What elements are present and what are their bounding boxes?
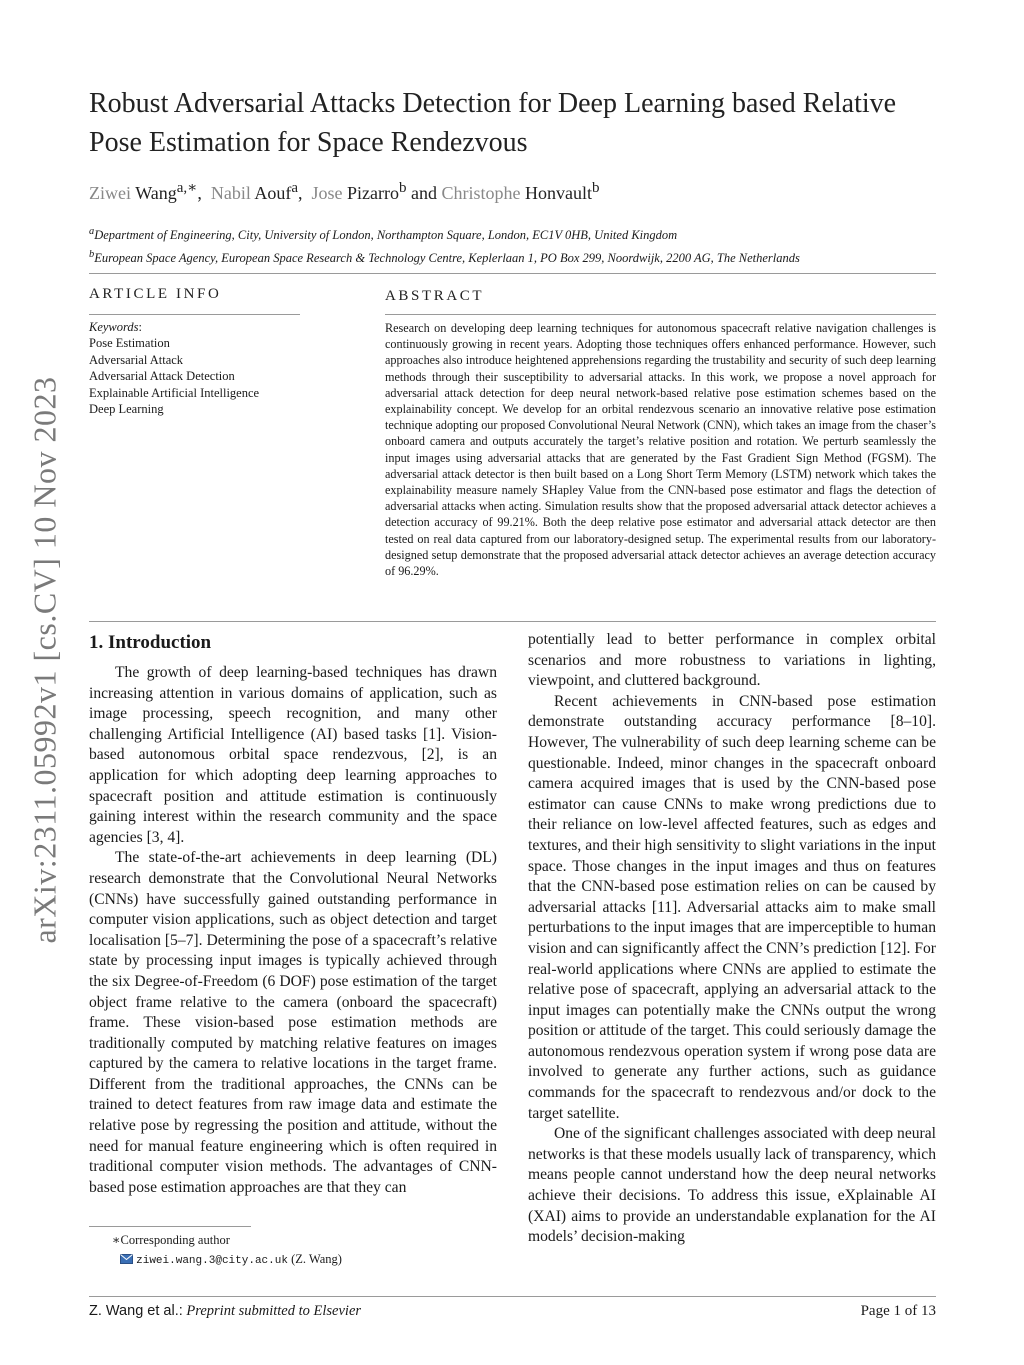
footer-running-head (89, 1303, 361, 1320)
section-heading-introduction: 1. Introduction (89, 632, 212, 653)
paper-title: Robust Adversarial Attacks Detection for Deep Learning based Relative Pose Estimation for Space Rendezvous (89, 88, 897, 158)
keyword-item: Explainable Artificial Intelligence (89, 385, 260, 400)
keyword-item: Deep Learning (89, 402, 164, 417)
author-conjunction: and (411, 183, 438, 203)
keyword-item: Adversarial Attack (89, 352, 184, 367)
affiliation-a: $^a$Department of Engineering, City, University of London, Northampton Square, London, EC1V 0HB, United Kingdom (89, 226, 678, 243)
footer-authors: Z. Wang et al.: (89, 1303, 183, 1319)
author-email-link[interactable]: ziwei.wang.3@city.ac.uk (136, 1255, 288, 1267)
article-info-heading: ARTICLE INFO (89, 286, 222, 302)
article-info-divider (89, 314, 300, 315)
author-4[interactable]: Christophe Honvault$^b$ (441, 180, 600, 203)
page-number: Page 1 of 13 (860, 1303, 936, 1319)
body-column-left (89, 663, 497, 1198)
footer-status: Preprint submitted to Elsevier (186, 1303, 362, 1319)
body-column-right (528, 630, 936, 1248)
email-icon (120, 1251, 133, 1270)
author-list: Ziwei Wang$^{a,∗}$, Nabil Aouf$^a$, Jose Pizarro$^b$ and Christophe Honvault$^b$ (89, 180, 600, 203)
email-owner: (Z. Wang) (291, 1252, 342, 1266)
footnote-divider (89, 1226, 251, 1227)
footer-divider (89, 1296, 936, 1297)
body-paragraph: The state-of-the-art achievements in deep learning (DL) research demonstrate that the Convolutional Neural Networks (CNNs) have successfully gained outstanding performance in computer vision applications, such as object detection and target localisation [5–7]. Determining the pose of a spacecraft’s relative state by processing input images is typically achieved through the six Degree-of-Freedom (6 DOF) pose estimation of the target object frame relative to the camera (onboard the spacecraft) frame. These vision-based pose estimation methods are traditionally computed by matching relative features on images captured by the camera to relative locations in the target frame. Different from the traditional approaches, the CNNs can be trained to detect features from raw image data and estimate the relative pose by regressing the position and attitude, without the need for manual feature engineering which is often required in traditional computer vision methods. The advantages of CNN-based pose estimation approaches are that they can (89, 849, 497, 1196)
affiliations (89, 222, 969, 268)
footnote (112, 1231, 342, 1271)
author-1[interactable]: Ziwei Wang$^{a,∗}$ (89, 180, 198, 203)
body-paragraph: potentially lead to better performance in complex orbital scenarios and more robustness to variations in lighting, viewpoint, and cluttered background. (528, 631, 936, 690)
abstract-text: Research on developing deep learning techniques for autonomous spacecraft relative navigation challenges is continuously growing in recent years. Adopting those techniques offers enhanced performance. However, such approaches also introduce heightened apprehensions regarding the trustability and security of such deep learning methods through their susceptibility to adversarial attacks. In this work, we propose a novel approach for adversarial attack detection for deep neural network-based relative pose estimation schemes based on the explainability concept. We develop for an orbital rendezvous scenario an innovative relative pose estimation technique adopting our proposed Convolutional Neural Network (CNN), which takes an image from the chaser’s onboard camera and outputs accurately the target’s relative position and rotation. We perturb seamlessly the input images using adversarial attacks that are generated by the Fast Gradient Sign Method (FGSM). The adversarial attack detector is then built based on a Long Short Term Memory (LSTM) network which takes the explainability measure namely SHapley Value from the CNN-based pose estimator and flags the detection of adversarial attacks when acting. Simulation results show that the proposed adversarial attack detector achieves a detection accuracy of 99.21%. Both the deep relative pose estimator and adversarial attack detector are then tested on real data captured from our laboratory-designed setup. The experimental results from our laboratory-designed setup demonstrate that the proposed adversarial attack detector achieves an average detection accuracy of 96.29%. (385, 321, 936, 579)
keyword-item: Adversarial Attack Detection (89, 369, 235, 384)
header-divider (89, 273, 936, 274)
abstract-divider (385, 314, 936, 315)
author-3[interactable]: Jose Pizarro$^b$ (311, 180, 407, 203)
author-2[interactable]: Nabil Aouf$^a$ (210, 180, 299, 203)
arxiv-identifier-text: arXiv:2311.05992v1 [cs.CV] 10 Nov 2023 (26, 376, 63, 944)
keyword-item: Pose Estimation (89, 336, 170, 351)
body-paragraph: One of the significant challenges associated with deep neural networks is that these models usually lack of transparency, which means people cannot understand how the deep neural networks achieve their decisions. To address this issue, eXplainable AI (XAI) aims to provide an understandable explanation for the AI models’ decision-making (528, 1125, 936, 1246)
body-paragraph: Recent achievements in CNN-based pose estimation demonstrate outstanding accuracy performance [8–10]. However, The vulnerability of such deep learning scheme can be questionable. Indeed, minor changes in the spacecraft onboard camera acquired images that is used by the CNN-based pose estimator can cause CNNs to make wrong predictions due to their reliance on low-level affected features, such as edges and textures, and their high sensitivity to slight variations in the input space. Those changes in the input images and thus on features that the CNN-based pose estimation relies on can be caused by adversarial attacks [11]. Adversarial attacks aim to make small perturbations to the input images that are imperceptible to human vision and can significantly affect the CNN’s prediction [12]. For real-world applications where CNNs are applied to estimate the relative pose of spacecraft, applying an adversarial attack to the input images can potentially make the CNNs output the wrong position or attitude of the target. This could seriously damage the autonomous rendezvous operation system if wrong pose data are involved to generate any further actions, such as guidance commands for the spacecraft to rendezvous and/or dock to the target satellite. (528, 692, 936, 1122)
body-paragraph: The growth of deep learning-based techniques has drawn increasing attention in various domains of application, such as image processing, speech recognition, and many other challenging Artificial Intelligence (AI) based tasks [1]. Vision-based autonomous orbital space rendezvous, [2], is an application for which adopting deep learning approaches to spacecraft position and attitude estimation is continuously gaining interest within the research community and the space agencies [3, 4]. (89, 664, 497, 846)
abstract-heading: ABSTRACT (385, 288, 485, 304)
keywords-label: Keywords (89, 320, 139, 334)
keywords-block: Keywords: Pose Estimation Adversarial Attack Adversarial Attack Detection Explainable Artificial Intelligence Deep Learning (89, 320, 260, 417)
abstract-end-divider (89, 621, 936, 622)
affiliation-b: $^b$European Space Agency, European Space Research & Technology Centre, Keplerlaan 1, PO Box 299, Noordwijk, 2200 AG, The Netherlands (89, 249, 800, 266)
corresponding-author-note: ∗Corresponding author (112, 1233, 230, 1247)
